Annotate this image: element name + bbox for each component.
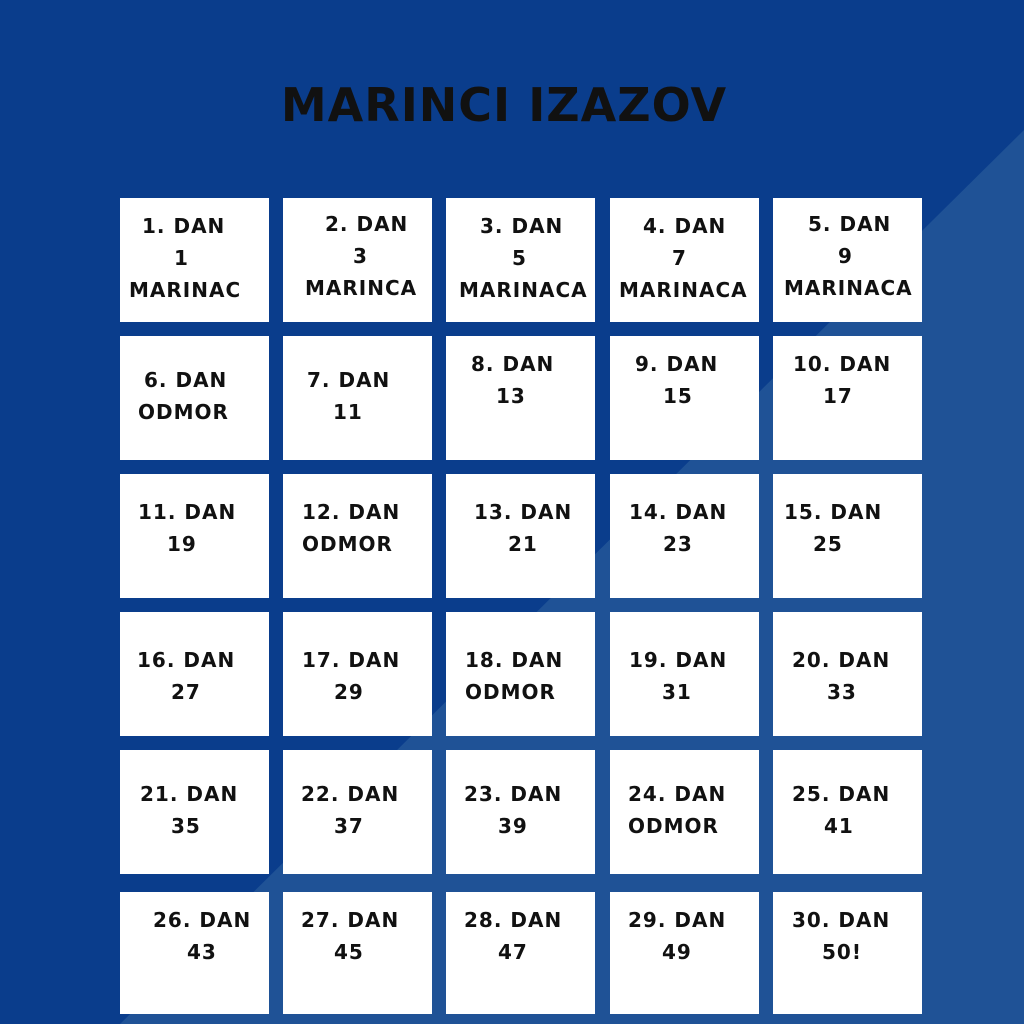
day-value: 29 [334,680,364,704]
day-tile [120,892,269,1014]
day-tile [773,612,922,736]
day-unit: MARINACA [619,278,748,302]
day-label: 9. DAN [635,352,719,376]
day-label: 12. DAN [302,500,401,524]
day-label: 21. DAN [140,782,239,806]
day-tile [773,336,922,460]
day-value: 15 [663,384,693,408]
day-label: 24. DAN [628,782,727,806]
day-value: ODMOR [302,532,393,556]
day-label: 29. DAN [628,908,727,932]
day-tile [283,198,432,322]
day-label: 2. DAN [325,212,409,236]
day-tile [446,612,595,736]
day-value: 5 [512,246,527,270]
day-tile [283,336,432,460]
day-label: 16. DAN [137,648,236,672]
day-tile [773,474,922,598]
day-tile [610,892,759,1014]
day-value: 13 [496,384,526,408]
day-label: 4. DAN [643,214,727,238]
day-label: 5. DAN [808,212,892,236]
day-value: ODMOR [628,814,719,838]
day-label: 10. DAN [793,352,892,376]
day-value: 9 [838,244,853,268]
day-tile [446,750,595,874]
day-label: 25. DAN [792,782,891,806]
day-label: 6. DAN [144,368,228,392]
day-tile [120,612,269,736]
day-tile [283,612,432,736]
day-tile [610,474,759,598]
day-label: 11. DAN [138,500,237,524]
day-value: 17 [823,384,853,408]
day-tile [446,474,595,598]
day-tile [446,198,595,322]
day-value: 37 [334,814,364,838]
day-tile [610,612,759,736]
day-label: 18. DAN [465,648,564,672]
day-tile [773,198,922,322]
day-tile [610,198,759,322]
day-tile [120,474,269,598]
day-tile [610,336,759,460]
day-label: 7. DAN [307,368,391,392]
day-tile [446,892,595,1014]
day-tile [120,198,269,322]
day-label: 13. DAN [474,500,573,524]
day-value: 39 [498,814,528,838]
day-tile [610,750,759,874]
day-value: 43 [187,940,217,964]
day-label: 14. DAN [629,500,728,524]
day-unit: MARINCA [305,276,418,300]
day-label: 15. DAN [784,500,883,524]
day-tile [283,474,432,598]
day-label: 3. DAN [480,214,564,238]
day-label: 1. DAN [142,214,226,238]
day-value: 49 [662,940,692,964]
day-value: 23 [663,532,693,556]
day-value: 31 [662,680,692,704]
day-value: 1 [174,246,189,270]
day-label: 22. DAN [301,782,400,806]
day-label: 8. DAN [471,352,555,376]
day-label: 20. DAN [792,648,891,672]
day-tile [446,336,595,460]
day-tile [120,750,269,874]
day-value: 3 [353,244,368,268]
page-title: MARINCI IZAZOV [280,78,728,132]
day-tile [283,892,432,1014]
day-unit: MARINAC [129,278,242,302]
day-label: 19. DAN [629,648,728,672]
day-value: 25 [813,532,843,556]
day-tile [120,336,269,460]
day-tile [773,892,922,1014]
day-label: 27. DAN [301,908,400,932]
day-value: ODMOR [138,400,229,424]
day-tile [283,750,432,874]
day-value: 41 [824,814,854,838]
day-unit: MARINACA [784,276,913,300]
day-value: 35 [171,814,201,838]
day-value: 45 [334,940,364,964]
day-value: ODMOR [465,680,556,704]
day-label: 28. DAN [464,908,563,932]
day-label: 23. DAN [464,782,563,806]
day-value: 33 [827,680,857,704]
day-label: 17. DAN [302,648,401,672]
day-value: 11 [333,400,363,424]
day-value: 47 [498,940,528,964]
day-label: 26. DAN [153,908,252,932]
day-tile [773,750,922,874]
day-value: 7 [672,246,687,270]
day-label: 30. DAN [792,908,891,932]
day-value: 50! [822,940,862,964]
day-value: 21 [508,532,538,556]
day-value: 27 [171,680,201,704]
day-unit: MARINACA [459,278,588,302]
day-value: 19 [167,532,197,556]
